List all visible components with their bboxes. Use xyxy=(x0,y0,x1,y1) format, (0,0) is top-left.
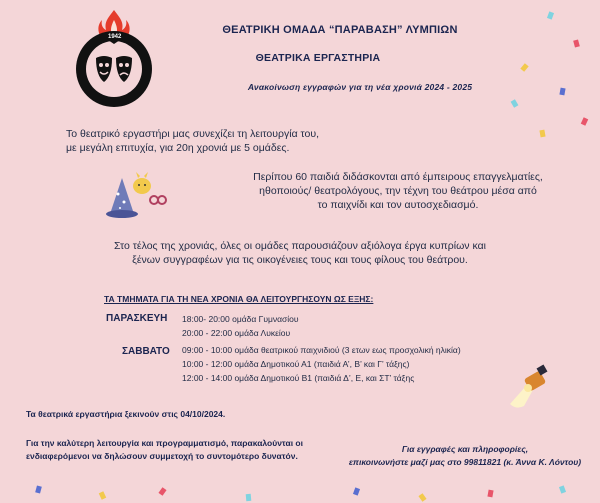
schedule-heading: ΤΑ ΤΜΗΜΑΤΑ ΓΙΑ ΤΗ ΝΕΑ ΧΡΟΝΙΑ ΘΑ ΛΕΙΤΟΥΡΓΗΣΟΥΝ ΩΣ ΕΞΗΣ: xyxy=(104,294,374,304)
performances-paragraph xyxy=(110,239,490,267)
contact-info-line-1: Για εγγραφές και πληροφορίες, xyxy=(401,444,529,454)
registration-notice-line-2: ενδιαφερόμενοι να δηλώσουν συμμετοχή το συντομότερο δυνατόν. xyxy=(26,451,298,461)
friday-slot: 18:00- 20:00 ομάδα Γυμνασίου xyxy=(182,314,299,324)
intro-line-1: Το θεατρικό εργαστήρι μας συνεχίζει τη λειτουργία του, xyxy=(66,128,320,140)
saturday-slot: 10:00 - 12:00 ομάδα Δημοτικού Α1 (παιδιά Α’, Β’ και Γ’ τάξης) xyxy=(182,359,410,369)
friday-label: ΠΑΡΑΣΚΕΥΗ xyxy=(106,313,168,324)
start-date-note: Τα θεατρικά εργαστήρια ξεκινούν στις 04/10/2024. xyxy=(26,409,226,419)
intro-line-2: με μεγάλη επιτυχία, για 20η χρονιά με 5 ομάδες. xyxy=(66,142,290,154)
logo-year: 1942 xyxy=(108,34,122,40)
registration-notice xyxy=(26,437,303,463)
friday-slots xyxy=(182,312,299,340)
announcement-line: Ανακοίνωση εγγραφών για τη νέα χρονιά 2024 - 2025 xyxy=(247,82,473,92)
wizard-hat-rabbit-icon xyxy=(104,172,168,222)
contact-info-line-2: επικοινωνήστε μαζί μας στο 99811821 (κ. Άννα Κ. Λόντου) xyxy=(348,457,582,467)
saturday-label: ΣΑΒΒΑΤΟ xyxy=(122,346,170,357)
workshops-subtitle: ΘΕΑΤΡΙΚΑ ΕΡΓΑΣΤΗΡΙΑ xyxy=(255,52,381,64)
spotlight-illustration xyxy=(508,364,552,410)
teaching-line-2: ηθοποιούς/ θεατρολόγους, την τέχνη του θεάτρου μέσα από xyxy=(259,185,537,197)
friday-slot: 20:00 - 22:00 ομάδα Λυκείου xyxy=(182,328,291,338)
teaching-line-3: το παιχνίδι και τον αυτοσχεδιασμό. xyxy=(317,199,479,211)
wizard-hat-illustration xyxy=(104,172,168,222)
performances-line-2: ξένων συγγραφέων για τις οικογένειες τους και τους φίλους του θεάτρου. xyxy=(132,254,468,266)
saturday-slots xyxy=(182,343,461,385)
spotlight-icon xyxy=(508,364,552,410)
teaching-line-1: Περίπου 60 παιδιά διδάσκονται από έμπειρους επαγγελματίες, xyxy=(253,171,543,183)
intro-paragraph xyxy=(66,127,406,155)
group-name-title: ΘΕΑΤΡΙΚΗ ΟΜΑΔΑ “ΠΑΡΑΒΑΣΗ” ΛΥΜΠΙΩΝ xyxy=(222,24,458,36)
registration-notice-line-1: Για την καλύτερη λειτουργία και προγραμματισμό, παρακαλούνται οι xyxy=(26,438,303,448)
teaching-paragraph xyxy=(228,170,568,212)
saturday-slot: 12:00 - 14:00 ομάδα Δημοτικού Β1 (παιδιά Δ’, Ε, και ΣΤ’ τάξης xyxy=(182,373,415,383)
performances-line-1: Στο τέλος της χρονιάς, όλες οι ομάδες παρουσιάζουν αξιόλογα έργα κυπρίων και xyxy=(114,240,486,252)
contact-info xyxy=(340,443,590,469)
saturday-slot: 09:00 - 10:00 ομάδα θεατρικού παιχνιδιού (3 ετων εως προσχολική ηλικία) xyxy=(182,345,461,355)
